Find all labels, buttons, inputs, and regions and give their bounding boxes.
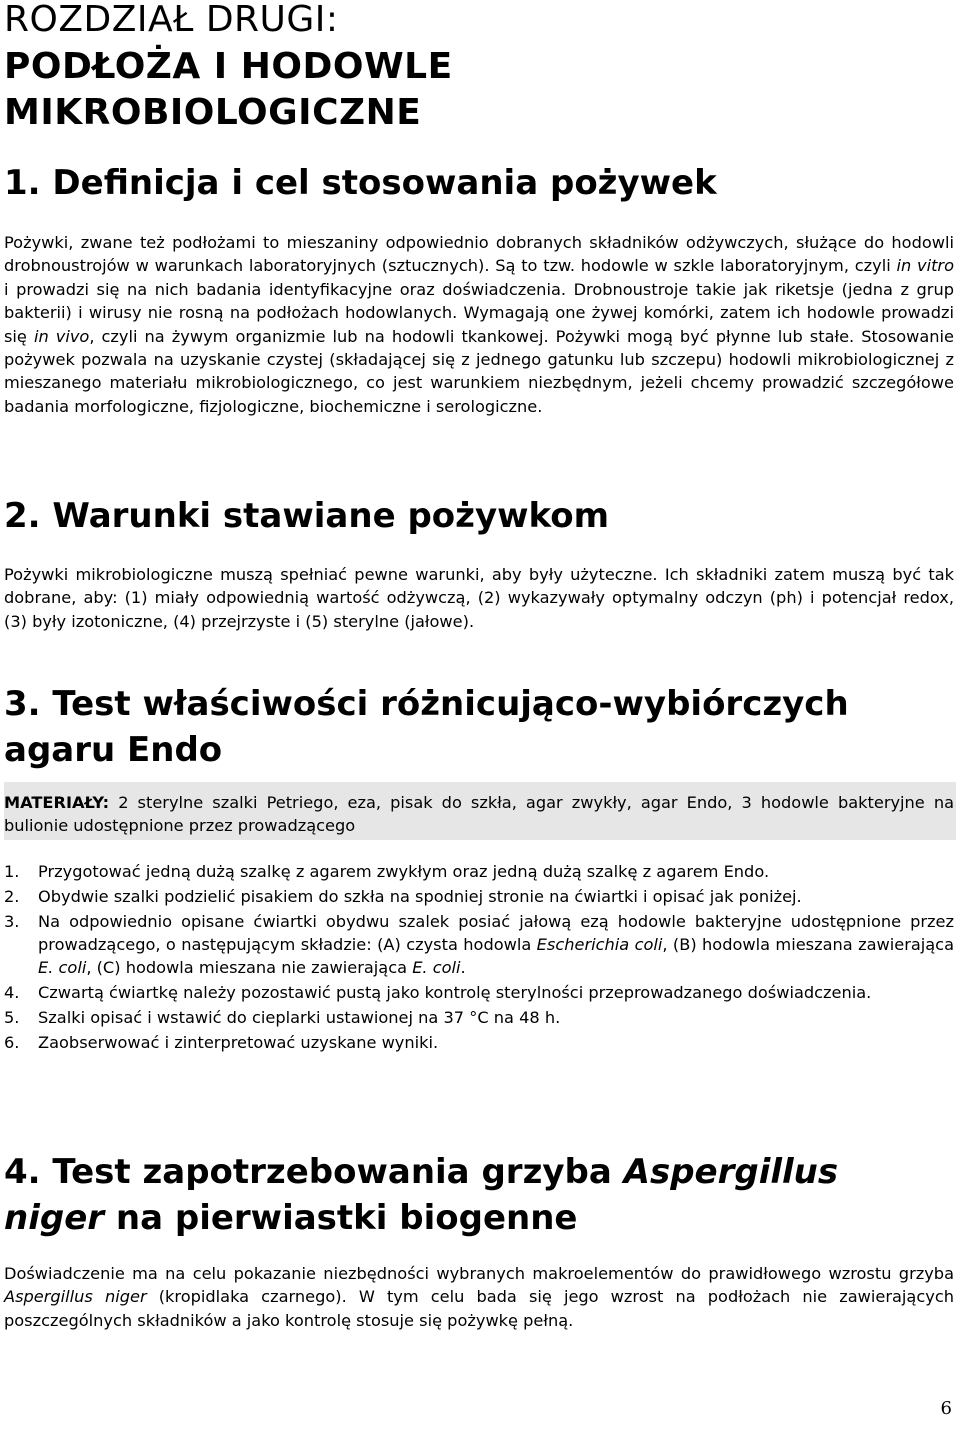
materials-paragraph — [4, 791, 954, 838]
item-text: , (C) hodowla mieszana nie zawierająca — [86, 958, 413, 978]
item-number: 6. — [4, 1032, 20, 1052]
chapter-title: PODŁOŻA I HODOWLE MIKROBIOLOGICZNE — [4, 46, 453, 133]
section-2-heading: 2. Warunki stawiane pożywkom — [4, 496, 610, 536]
item-text: Obydwie szalki podzielić pisakiem do szkła na spodniej stronie na ćwiartki i opisać jak poniżej. — [38, 886, 802, 906]
item-number: 4. — [4, 983, 20, 1003]
section-1-heading: 1. Definicja i cel stosowania pożywek — [4, 163, 717, 203]
italic-term: E. coli — [412, 958, 461, 978]
list-item — [4, 910, 954, 980]
item-text: . — [460, 958, 466, 978]
italic-term: E. coli — [38, 958, 87, 978]
item-text: , (B) hodowla mieszana zawierająca — [662, 935, 954, 954]
italic-term: Escherichia coli — [536, 935, 663, 954]
text-run: i prowadzi się na nich badania identyfikacyjne oraz doświadczenia. Drobnoustroje takie jak riketsje (jedna z grup bakterii) i wirusy nie rosną na podłożach hodowlanych. Wymagają one żywej komórki, zatem ich hodowle prowadzi się — [4, 279, 954, 346]
materials-text: 2 sterylne szalki Petriego, eza, pisak do szkła, agar zwykły, agar Endo, 3 hodowle bakteryjne na bulionie udostępnione przez prowadzącego — [4, 793, 954, 836]
item-text: Przygotować jedną dużą szalkę z agarem zwykłym oraz jedną dużą szalkę z agarem Endo. — [38, 862, 770, 881]
text-run: Pożywki, zwane też podłożami to mieszaniny odpowiednio dobranych składników odżywczych, służące do hodowli drobnoustrojów w warunkach laboratoryjnych (sztucznych). Są to tzw. hodowle w szkle laboratoryjnym, czyli — [4, 233, 954, 276]
item-number: 1. — [4, 862, 20, 881]
item-number: 5. — [4, 1008, 20, 1027]
text-run: Doświadczenie ma na celu pokazanie niezbędności wybranych makroelementów do prawidłowego wzrostu grzyba — [4, 1264, 954, 1283]
item-text: Szalki opisać i wstawić do cieplarki ustawionej na 37 °C na 48 h. — [38, 1008, 561, 1027]
section-2-paragraph: Pożywki mikrobiologiczne muszą spełniać pewne warunki, aby były użyteczne. Ich składniki zatem muszą być tak dobrane, aby: (1) miały odpowiednią wartość odżywczą, (2) wykazywały optymalny odczyn (ph) i potencjał redox, (3) były izotoniczne, (4) przejrzyste i (5) sterylne (jałowe). — [4, 565, 954, 631]
item-number: 3. — [4, 911, 20, 931]
heading-text: 4. Test zapotrzebowania grzyba — [4, 1152, 624, 1192]
text-run: (kropidlaka czarnego). W tym celu bada się jego wzrost na podłożach nie zawierających poszczególnych składników a jako kontrolę stosuje się pożywkę pełną. — [4, 1287, 954, 1330]
materials-label: MATERIAŁY: — [4, 793, 110, 812]
page-number: 6 — [940, 1398, 952, 1419]
item-number: 2. — [4, 886, 20, 906]
procedure-list — [4, 860, 954, 1056]
item-text: Czwartą ćwiartkę należy pozostawić pustą jako kontrolę sterylności przeprowadzanego doświadczenia. — [38, 983, 872, 1003]
list-item — [4, 885, 954, 908]
text-run: , czyli na żywym organizmie lub na hodowli tkankowej. Pożywki mogą być płynne lub stałe. Stosowanie pożywek pozwala na uzyskanie czystej (składającej się z jednego gatunku lub szczepu) hodowli mikrobiologicznej z mieszanego materiału mikrobiologicznego, co jest warunkiem niezbędnym, jeżeli chcemy prowadzić szczegółowe badania morfologiczne, fizjologiczne, biochemiczne i serologiczne. — [4, 326, 954, 416]
chapter-label: ROZDZIAŁ DRUGI: — [4, 0, 339, 40]
section-1-paragraph — [4, 231, 954, 418]
section-3-heading: 3. Test właściwości różnicująco-wybiórczych agaru Endo — [4, 684, 849, 770]
italic-term: Aspergillus niger — [4, 1152, 839, 1238]
list-item — [4, 860, 954, 883]
item-text: Na odpowiednio opisane ćwiartki obydwu szalek posiać jałową ezą hodowle bakteryjne udostępnione przez prowadzącego, o następującym składzie: (A) czysta hodowla — [38, 911, 954, 954]
item-text: Zaobserwować i zinterpretować uzyskane wyniki. — [38, 1032, 439, 1052]
italic-term: in vivo — [33, 326, 90, 346]
italic-term: in vitro — [896, 256, 954, 276]
list-item — [4, 981, 954, 1004]
section-4-paragraph — [4, 1262, 954, 1332]
heading-text: na pierwiastki biogenne — [104, 1198, 578, 1238]
list-item — [4, 1006, 954, 1029]
italic-term: Aspergillus niger — [4, 1287, 147, 1307]
materials-box — [4, 782, 956, 840]
list-item — [4, 1031, 954, 1054]
section-4-heading — [4, 1149, 904, 1241]
